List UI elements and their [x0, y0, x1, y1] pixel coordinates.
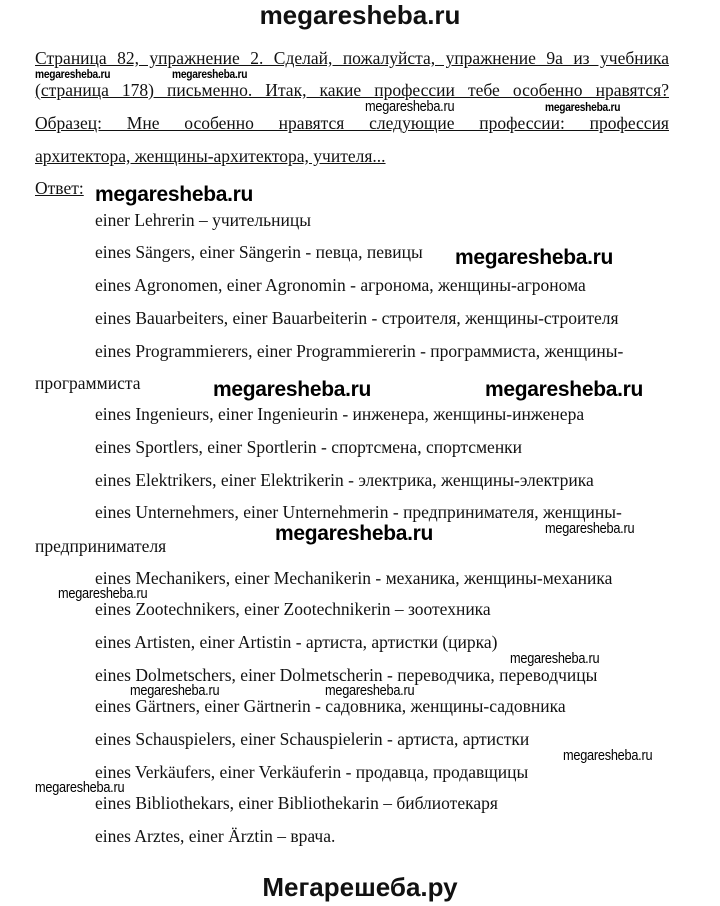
site-header[interactable]: megaresheba.ru [259, 0, 461, 30]
watermark: megaresheba.ru [365, 98, 455, 115]
watermark: megaresheba.ru [510, 650, 600, 667]
watermark: megaresheba.ru [275, 522, 434, 545]
answer-line: eines Mechanikers, einer Mechanikerin - механика, женщины-механика [95, 568, 613, 588]
answer-line: eines Gärtners, einer Gärtnerin - садовника, женщины-садовника [95, 696, 566, 716]
question-line: (страница 178) письменно. Итак, какие профессии тебе особенно нравятся? [35, 80, 669, 100]
watermark: megaresheba.ru [325, 682, 415, 699]
watermark: megaresheba.ru [213, 378, 372, 401]
answer-line: eines Dolmetschers, einer Dolmetscherin - переводчика, переводчицы [95, 665, 598, 685]
watermark: megaresheba.ru [35, 779, 125, 796]
answer-line: einer Lehrerin – учительницы [95, 210, 311, 230]
answer-line: eines Elektrikers, einer Elektrikerin - электрика, женщины-электрика [95, 470, 594, 490]
watermark: megaresheba.ru [35, 67, 111, 81]
watermark: megaresheba.ru [563, 747, 653, 764]
answer-line: eines Bauarbeiters, einer Bauarbeiterin - строителя, женщины-строителя [95, 308, 619, 328]
answer-line: eines Artisten, einer Artistin - артиста, артистки (цирка) [95, 632, 498, 652]
answer-line: eines Unternehmers, einer Unternehmerin - предпринимателя, женщины- [95, 502, 622, 522]
answer-line: eines Sängers, einer Sängerin - певца, певицы [95, 242, 423, 262]
watermark: megaresheba.ru [58, 585, 148, 602]
question-line: архитектора, женщины-архитектора, учителя... [35, 146, 386, 166]
site-footer[interactable]: Мегарешеба.ру [262, 872, 458, 902]
answer-label: Ответ: [35, 178, 84, 198]
answer-line: программиста [35, 373, 141, 393]
watermark: megaresheba.ru [545, 520, 635, 537]
answer-line: eines Sportlers, einer Sportlerin - спортсмена, спортсменки [95, 437, 523, 457]
answer-line: eines Zootechnikers, einer Zootechnikerin – зоотехника [95, 599, 491, 619]
answer-line: предпринимателя [35, 536, 167, 556]
answer-line: eines Bibliothekars, einer Bibliothekarin – библиотекаря [95, 793, 498, 813]
answer-line: eines Verkäufers, einer Verkäuferin - продавца, продавщицы [95, 762, 529, 782]
watermark: megaresheba.ru [485, 378, 644, 401]
question-line: Образец: Мне особенно нравятся следующие профессии: профессия [35, 113, 669, 133]
watermark: megaresheba.ru [130, 682, 220, 699]
answer-line: eines Ingenieurs, einer Ingenieurin - инженера, женщины-инженера [95, 404, 585, 424]
answer-line: eines Schauspielers, einer Schauspielerin - артиста, артистки [95, 729, 530, 749]
watermark: megaresheba.ru [95, 183, 254, 206]
question-line: Страница 82, упражнение 2. Сделай, пожалуйста, упражнение 9а из учебника [35, 48, 669, 68]
watermark: megaresheba.ru [455, 246, 614, 269]
answer-line: eines Arztes, einer Ärztin – врача. [95, 826, 336, 846]
watermark: megaresheba.ru [172, 67, 248, 81]
answer-line: eines Agronomen, einer Agronomin - агронома, женщины-агронома [95, 275, 586, 295]
watermark: megaresheba.ru [545, 100, 621, 114]
answer-line: eines Programmierers, einer Programmiererin - программиста, женщины- [95, 341, 624, 361]
